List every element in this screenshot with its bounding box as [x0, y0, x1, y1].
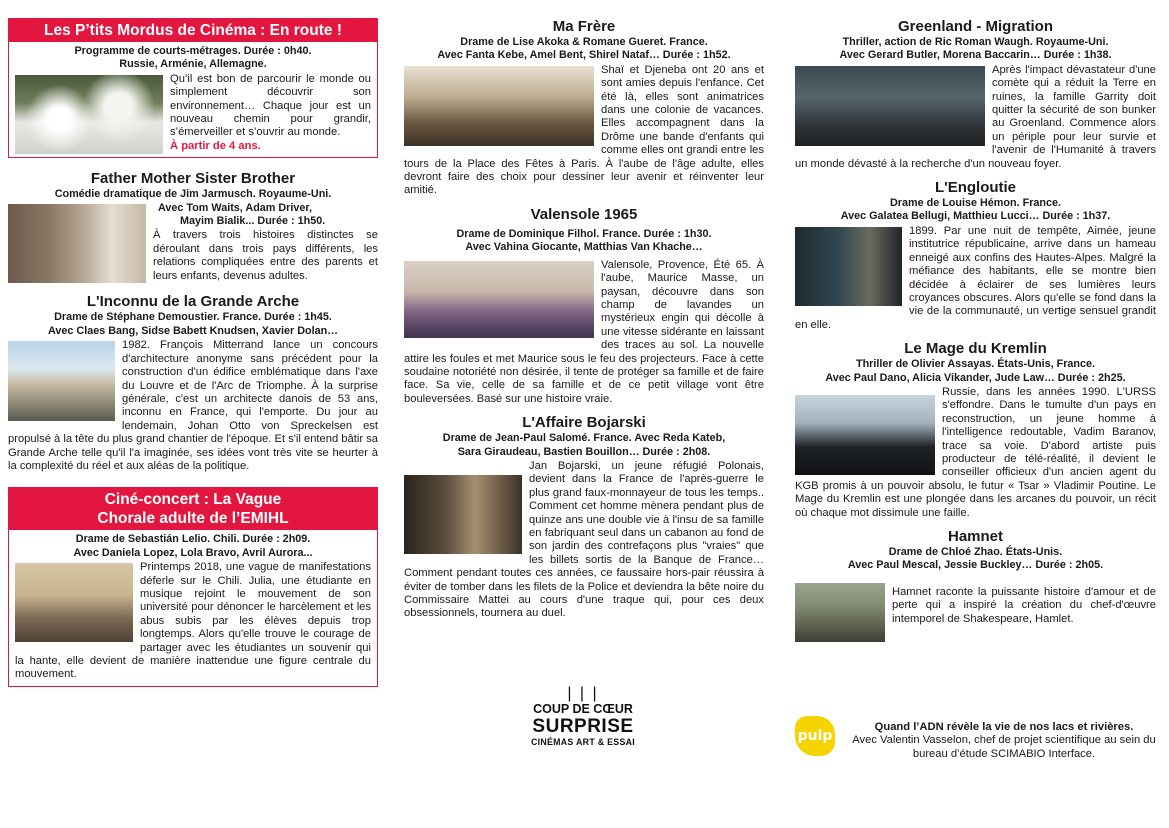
film-meta: Avec Daniela Lopez, Lola Bravo, Avril Aurora... — [73, 546, 313, 559]
film-title: L'Engloutie — [934, 179, 1017, 197]
film-still-mordus — [15, 75, 163, 154]
film-engloutie — [795, 179, 1156, 332]
film-hamnet — [795, 528, 1156, 644]
film-synopsis: Qu’il est bon de parcourir le monde ou simplement découvrir son environnement… Chaque jour est un nouveau chemin pour grandir, s’émerveiller et s’ouvrir au monde. — [170, 72, 371, 139]
vague-body — [9, 530, 377, 685]
film-meta: Avec Paul Dano, Alicia Vikander, Jude Law… Durée : 2h25. — [825, 371, 1126, 384]
film-mage — [795, 340, 1156, 520]
film-synopsis: Valensole, Provence, Été 65. À l'aube, Maurice Masse, un paysan, découvre dans son champ de lavandes un mystérieux engin qui décolle à une vitesse sidérante en laissant des traces au sol. La nouvelle attire les foules et met Maurice sous le feu des projecteurs. Face à cette soudaine notoriété non désirée, il tente de protéger sa famille et de faire face. Sa vie, celle de sa famille et de ce petit village vont être bouleversées. Basé sur une histoire vraie. — [404, 258, 764, 405]
banner-line: Chorale adulte de l’EMIHL — [97, 510, 289, 528]
film-still-bojarski — [404, 475, 522, 554]
logo-line: SURPRISE — [532, 716, 634, 737]
film-title: Le Mage du Kremlin — [904, 340, 1047, 358]
film-meta: Russie, Arménie, Allemagne. — [119, 58, 267, 71]
film-title: L'Affaire Bojarski — [522, 414, 646, 432]
logo-line: COUP DE CŒUR — [533, 702, 633, 716]
film-still-father — [8, 204, 146, 283]
film-synopsis: À travers trois histoires distinctes se déroulant dans trois pays différents, les relations compliquées entre des parents et leurs enfants, devenus adultes. — [153, 229, 378, 282]
film-meta: Drame de Sebastián Lelio. Chili. Durée : 2h09. — [75, 533, 311, 546]
film-synopsis: Russie, dans les années 1990. L'URSS s'effondre. Dans le tumulte d'un pays en reconstruction, un jeune homme à l'intelligence redoutable, Vadim Baranov, trace sa voie. D'abord artiste puis producteur de télé-réalité, il devient le conseiller officieux d'un ancien agent du KGB promis à un pouvoir absolu, le futur « Tsar » Vladimir Poutine. Le Mage du Kremlin est une plongée dans les arcanes du pouvoir, un récit où chaque mot dissimule une faille. — [795, 385, 1156, 519]
banner-line: Ciné-concert : La Vague — [104, 491, 282, 509]
film-meta: Drame de Jean-Paul Salomé. France. Avec Reda Kateb, — [442, 432, 726, 445]
film-title: L'Inconnu de la Grande Arche — [86, 293, 300, 311]
film-still-mage — [795, 395, 935, 475]
film-synopsis: Shaï et Djeneba ont 20 ans et sont amies depuis l'enfance. Cet été là, elles sont animatrices dans une colonie de vacances. Elles accompagnent dans la Drôme une bande d'enfants qui comme elles ont grandi entre les tours de la Place des Fêtes à Paris. À l'aube de l'âge adulte, elles devront faire des choix pour dessiner leur avenir et réinventer leur amitié. — [404, 63, 764, 197]
film-still-frere — [404, 66, 594, 146]
film-still-vague — [15, 563, 133, 642]
film-still-greenland — [795, 66, 985, 146]
film-meta: Programme de courts-métrages. Durée : 0h40. — [74, 45, 312, 57]
film-title: Ma Frère — [552, 18, 616, 35]
film-title: Greenland - Migration — [897, 18, 1053, 35]
film-synopsis: Après l'impact dévastateur d'une comète qui a réduit la Terre en ruines, la famille Garrity doit quitter la sécurité de son bunker au Groenland. Commence alors un périple pour leur survie et l'avenir de l'Humanité à travers un monde dévasté à la recherche d'un nouveau foyer. — [795, 63, 1156, 170]
film-title: Valensole 1965 — [530, 205, 638, 223]
heart-circle-icon: | | | — [567, 685, 599, 702]
film-synopsis: Jan Bojarski, un jeune réfugié Polonais, devient dans la France de l'après-guerre le plus grand faux-monnayeur de tous les temps.. Comment cet homme mènera pendant plus de quinze ans une double vie à l'insu de sa famille en fabriquant seul dans un cabanon au fond de son jardin des contrefaçons plus "vraies" que les billets sortis de la Banque de France… Comment pendant toutes ces années, ce faussaire hors-pair réussira à éviter de tomber dans les filets de la Police et deviendra la bête noire du Commissaire Mattei au cours d'une traque qui, pour ces deux obsessionnels, tournera au duel. — [404, 459, 764, 620]
adn-event — [852, 720, 1156, 761]
column-right — [795, 18, 1156, 652]
banner-vague — [9, 487, 377, 530]
film-still-arche — [8, 341, 115, 421]
column-middle — [404, 18, 764, 629]
film-meta: Avec Tom Waits, Adam Driver, — [158, 201, 313, 214]
film-meta: Mayim Bialik... Durée : 1h50. — [180, 215, 326, 228]
film-vague — [8, 487, 378, 686]
column-left — [8, 18, 378, 695]
event-title: Quand l’ADN révèle la vie de nos lacs et rivières. — [874, 721, 1134, 733]
film-meta: Thriller, action de Ric Roman Waugh. Royaume-Uni. — [842, 36, 1109, 48]
age-note: À partir de 4 ans. — [170, 139, 261, 152]
film-meta: Drame de Lise Akoka & Romane Gueret. France. — [460, 36, 708, 48]
pulp-blob-icon: pulp — [795, 716, 835, 756]
film-greenland — [795, 18, 1156, 171]
film-meta: Avec Fanta Kebe, Amel Bent, Shirel Nataf… Durée : 1h52. — [437, 49, 731, 62]
banner-mordus: Les P’tits Mordus de Cinéma : En route ! — [9, 18, 377, 42]
film-meta: Thriller de Olivier Assayas. États-Unis, France. — [855, 358, 1096, 371]
film-synopsis: 1982. François Mitterrand lance un concours d'architecture anonyme sans précédent pour la construction d'un édifice emblématique dans l'axe du Louvre et de l'Arc de Triomphe. À la surprise générale, c'est un architecte danois de 53 ans, inconnu en France, qui l'emporte. Du jour au lendemain, Johan Otto von Spreckelsen est propulsé à la tête du plus grand chantier de l'époque. Et s'il entend bâtir sa Grande Arche telle qu'il l'a imaginée, ses idées vont très vite se heurter à la complexité du réel et aux aléas de la politique. — [8, 339, 378, 472]
film-meta: Sara Giraudeau, Bastien Bouillon… Durée : 2h08. — [457, 445, 711, 458]
coup-de-coeur-logo — [522, 686, 644, 748]
film-mordus — [8, 18, 378, 158]
film-title: Hamnet — [947, 528, 1003, 545]
film-meta: Avec Paul Mescal, Jessie Buckley… Durée : 2h05. — [847, 559, 1104, 572]
film-title: Father Mother Sister Brother — [90, 170, 296, 188]
logo-line: CINÉMAS ART & ESSAI — [530, 737, 636, 747]
film-meta: Drame de Chloé Zhao. États-Unis. — [888, 546, 1063, 558]
pulp-logo — [795, 716, 847, 778]
film-meta: Avec Vahina Giocante, Matthias Van Khache… — [465, 241, 703, 254]
mordus-body — [9, 42, 377, 157]
film-frere — [404, 18, 764, 198]
film-meta: Drame de Dominique Filhol. France. Durée : 1h30. — [456, 227, 712, 240]
film-synopsis: 1899. Par une nuit de tempête, Aimée, jeune institutrice républicaine, arrive dans un hameau enneigé aux confins des Hautes-Alpes. Malgré la méfiance des habitants, elle se montre bien décidée à éclairer de ses lumières leurs croyances obscures. Alors qu'elle se fond dans la vie de la communauté, un vertige sensuel grandit en elle. — [795, 224, 1156, 331]
film-meta: Comédie dramatique de Jim Jarmusch. Royaume-Uni. — [54, 188, 332, 201]
film-father — [8, 170, 378, 285]
film-valensole — [404, 206, 764, 406]
film-arche — [8, 293, 378, 473]
film-meta: Drame de Stéphane Demoustier. France. Durée : 1h45. — [54, 311, 332, 324]
film-meta: Avec Galatea Bellugi, Matthieu Lucci… Durée : 1h37. — [840, 210, 1111, 223]
film-bojarski — [404, 414, 764, 621]
film-meta: Drame de Louise Hémon. France. — [890, 197, 1061, 210]
film-meta: Avec Gerard Butler, Morena Baccarin… Durée : 1h38. — [839, 49, 1112, 62]
film-synopsis: Hamnet raconte la puissante histoire d'amour et de perte qui a inspiré la création du chef-d'œuvre intemporel de Shakespeare, Hamlet. — [892, 585, 1156, 625]
event-description: Avec Valentin Vasselon, chef de projet scientifique au sein du bureau d’étude SCIMABIO Interface. — [852, 734, 1156, 760]
film-meta: Avec Claes Bang, Sidse Babett Knudsen, Xavier Dolan… — [47, 324, 338, 337]
film-still-valensole — [404, 261, 594, 338]
film-still-engloutie — [795, 227, 902, 306]
film-still-hamnet — [795, 583, 885, 642]
film-synopsis: Printemps 2018, une vague de manifestations déferle sur le Chili. Julia, une étudiante en musique rejoint le mouvement de son université pour dénoncer le harcèlement et les abus subis par les élèves depuis trop longtemps. Alors qu'elle trouve le courage de partager avec les étudiantes un souvenir qui la hante, elle devient de manière inattendue une figure centrale du mouvement. — [15, 561, 371, 681]
